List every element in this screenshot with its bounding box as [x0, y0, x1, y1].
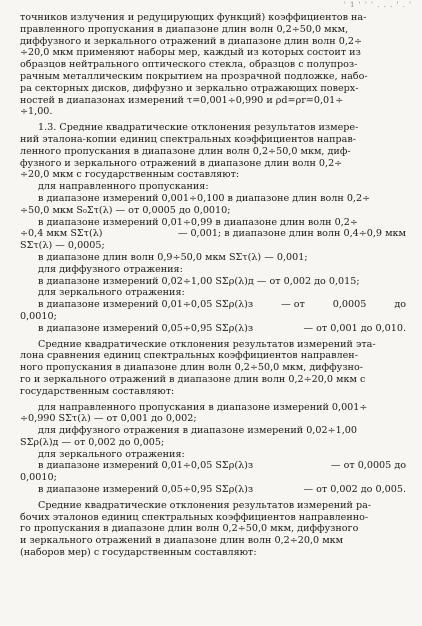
- subheading-specular: для зеркального отражения:: [38, 448, 185, 460]
- text-line: ÷50,0 мкм S₀Στ(λ) — от 0,0005 до 0,0010;: [20, 204, 231, 216]
- text-line: в диапазоне длин волн 0,9÷50,0 мкм SΣτ(λ) — 0,001;: [38, 251, 308, 263]
- text-line-part: — от 0,0005 до: [330, 460, 406, 472]
- text-line: диффузного и зеркального отражений в диапазоне длин волн 0,2÷: [20, 35, 363, 47]
- text-line: в диапазоне измерений 0,01÷0,99 в диапазоне длин волн 0,2÷: [38, 216, 358, 228]
- text-line: го и зеркального отражений в диапазоне длин волн 0,2÷20,0 мкм с: [20, 373, 366, 385]
- text-line: в диапазоне измерений 0,02÷1,00 SΣρ(λ)д — от 0,002 до 0,015;: [38, 275, 360, 287]
- text-line: точников излучения и редуцирующих функций) коэффициентов на-: [20, 12, 367, 23]
- text-line-part: в диапазоне измерений 0,01÷0,05 SΣρ(λ)з: [38, 460, 254, 472]
- text-line: го пропускания в диапазоне длин волн 0,2÷50,0 мкм, диффузного: [20, 523, 359, 535]
- text-line: и зеркального отражений в диапазоне длин волн 0,2÷20,0 мкм: [20, 535, 344, 547]
- text-line-part: в диапазоне измерений 0,01÷0,05 SΣρ(λ)з: [38, 299, 254, 311]
- subheading-transmission: для направленного пропускания:: [38, 181, 209, 193]
- text-line: ра секторных дисков, диффузно и зеркально отражающих поверх-: [20, 82, 359, 94]
- page-header-mark: ' 1 ' ' ' . . . ' . ': [343, 1, 412, 9]
- text-line-split: [20, 460, 406, 472]
- text-line: ленного пропускания в диапазоне длин волн 0,2÷50,0 мкм, диф-: [20, 145, 351, 157]
- text-line-part: ÷0,4 мкм SΣτ(λ): [20, 228, 103, 240]
- text-line: образцов нейтрального оптического стекла, образцов с полупроз-: [20, 59, 358, 71]
- text-line-part: в диапазоне измерений 0,05÷0,95 SΣρ(λ)з: [38, 484, 254, 496]
- text-line-split: [20, 484, 406, 496]
- text-line: 0,0010;: [20, 310, 57, 322]
- text-line: фузного и зеркального отражений в диапазоне длин волн 0,2÷: [20, 157, 343, 169]
- text-line: правленного пропускания в диапазоне длин волн 0,2÷50,0 мкм,: [20, 23, 349, 35]
- text-line: в диапазоне измерений 0,001÷0,100 в диапазоне длин волн 0,2÷: [38, 192, 371, 204]
- text-line: ний эталона-копии единиц спектральных коэффициентов направ-: [20, 133, 357, 145]
- text-line: бочих эталонов единиц спектральных коэффициентов направленно-: [20, 511, 369, 523]
- paragraph-start: Средние квадратические отклонения результатов измерений ра-: [38, 499, 372, 511]
- text-line: ного пропускания в диапазоне длин волн 0,2÷50,0 мкм, диффузно-: [20, 362, 363, 374]
- text-line-split: [20, 228, 406, 240]
- text-line: ÷20,0 мкм применяют наборы мер, каждый из которых состоит из: [20, 47, 361, 59]
- text-line: рачным металлическим покрытием на прозрачной подложке, набо-: [20, 70, 368, 82]
- text-line-part: 0,0005: [332, 299, 367, 311]
- text-line: для направленного пропускания в диапазоне измерений 0,001÷: [38, 401, 368, 413]
- text-line-part: — 0,001; в диапазоне длин волн 0,4÷0,9 мкм: [177, 228, 406, 240]
- text-line: SΣρ(λ)д — от 0,002 до 0,005;: [20, 436, 165, 448]
- text-line: лона сравнения единиц спектральных коэффициентов направлен-: [20, 350, 358, 362]
- text-line-part: — от 0,002 до 0,005.: [303, 484, 406, 496]
- text-line-split: [20, 299, 406, 311]
- text-line: SΣτ(λ) — 0,0005;: [20, 240, 105, 252]
- text-line: ностей в диапазонах измерений τ=0,001÷0,990 и ρd=ρr=0,01÷: [20, 94, 344, 106]
- text-line-part: — от 0,001 до 0,010.: [303, 322, 406, 334]
- text-line-part: — от: [281, 299, 305, 311]
- text-line: ÷1,00.: [20, 106, 53, 118]
- subheading-diffuse: для диффузного отражения:: [38, 263, 183, 275]
- text-line: государственным составляют:: [20, 385, 175, 397]
- text-line: ÷20,0 мкм с государственным составляют:: [20, 169, 240, 181]
- text-line-part: в диапазоне измерений 0,05÷0,95 SΣρ(λ)з: [38, 322, 254, 334]
- text-line-part: до: [394, 299, 406, 311]
- text-line-split: [20, 323, 406, 335]
- text-line: ÷0,990 SΣτ(λ) — от 0,001 до 0,002;: [20, 413, 197, 425]
- section-heading-1-3: 1.3. Средние квадратические отклонения результатов измере-: [38, 122, 359, 134]
- text-line: 0,0010;: [20, 472, 57, 484]
- paragraph-start: Средние квадратические отклонения результатов измерений эта-: [38, 338, 376, 350]
- text-line: (наборов мер) с государственным составляют:: [20, 547, 257, 559]
- text-line: для диффузного отражения в диапазоне измерений 0,02÷1,00: [38, 425, 357, 437]
- subheading-specular: для зеркального отражения:: [38, 287, 185, 299]
